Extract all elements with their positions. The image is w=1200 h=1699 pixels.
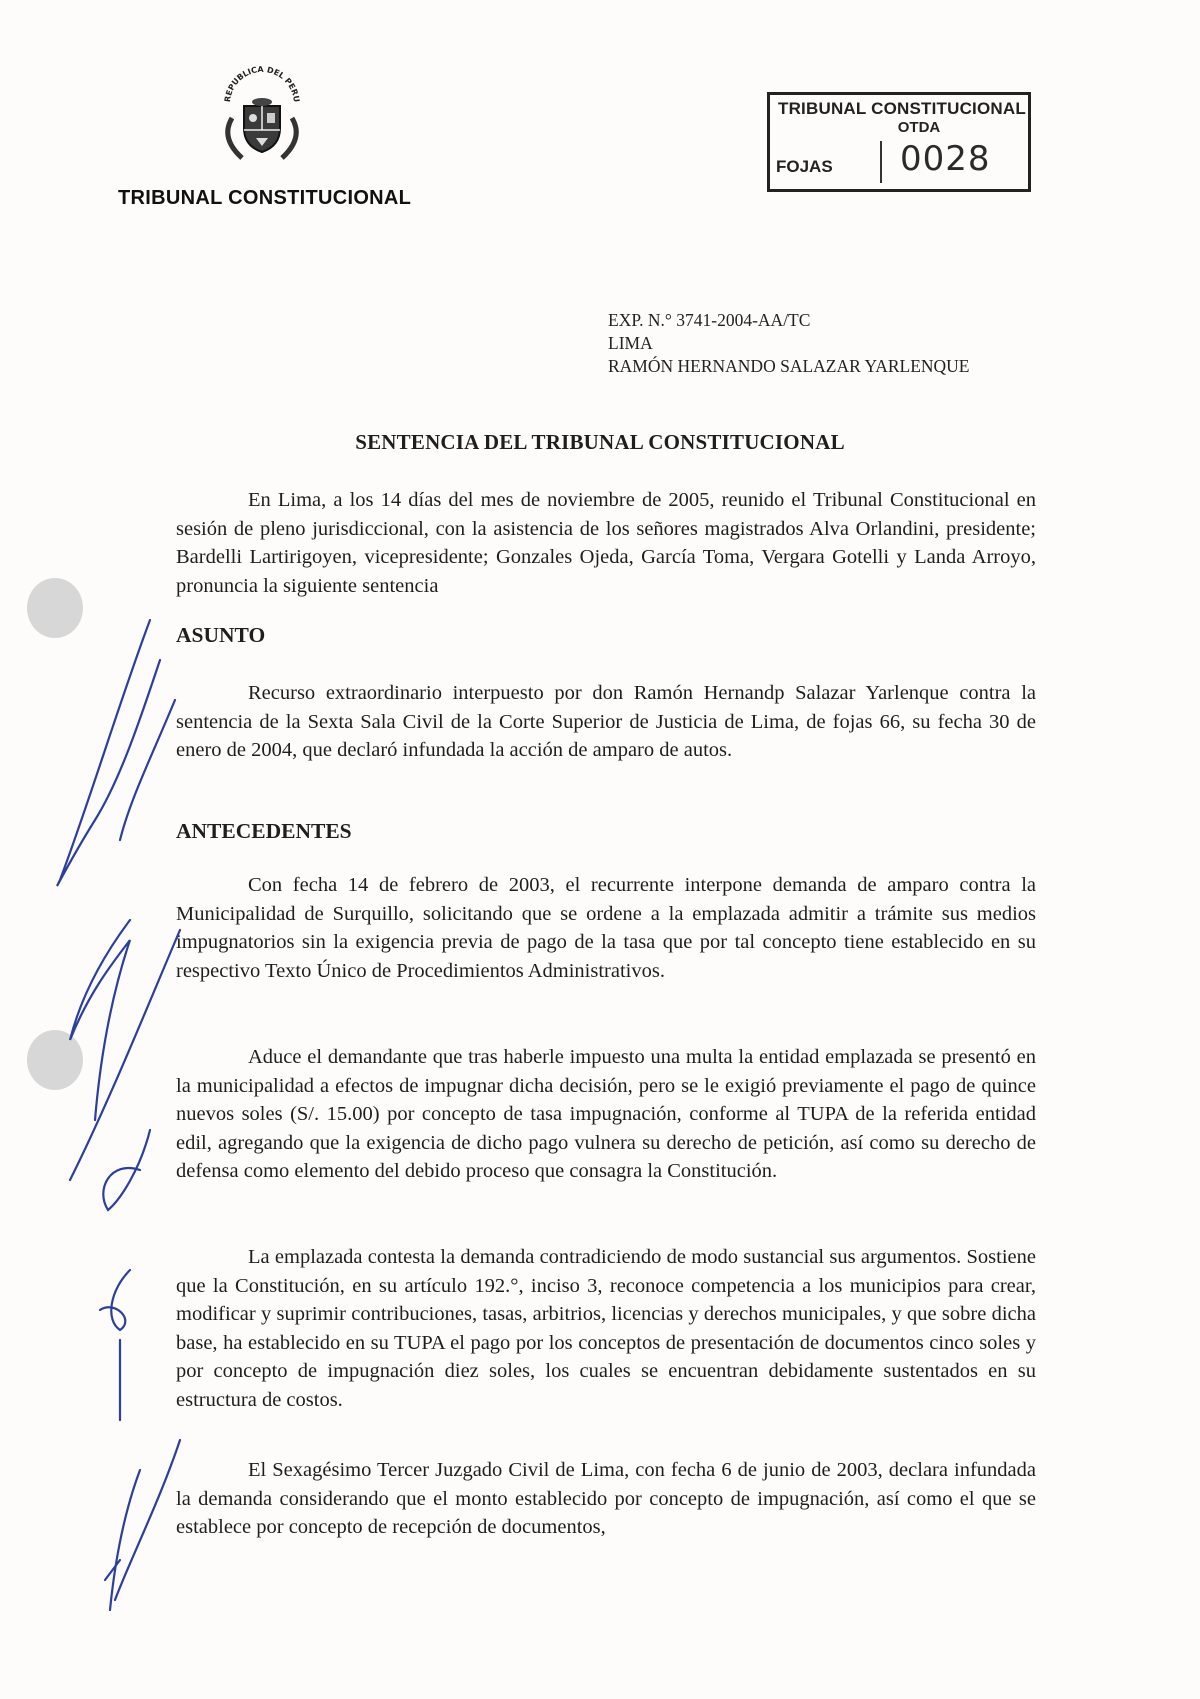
intro-paragraph: En Lima, a los 14 días del mes de noviembre de 2005, reunido el Tribunal Constitucional en sesión de pleno jurisdiccional, con la asistencia de los señores magistrados Alva Orlandini, presidente; Bardelli Lartirigoyen, vicepresidente; Gonzales Ojeda, García Toma, Vergara Gotelli y Landa Arroyo, pronuncia la siguiente sentencia — [176, 489, 1036, 597]
signature-stroke — [70, 920, 130, 1120]
crest-text: REPUBLICA DEL PERU — [222, 64, 302, 103]
case-expediente: EXP. N.° 3741-2004-AA/TC — [608, 310, 811, 330]
fojas-label: FOJAS — [776, 157, 833, 176]
fojas-number: 0028 — [900, 139, 991, 179]
antecedentes-heading: ANTECEDENTES — [176, 819, 352, 843]
signature-stroke — [103, 1130, 150, 1210]
signature-stroke — [70, 930, 180, 1180]
signature-stroke — [100, 1270, 130, 1330]
punch-hole — [27, 1030, 83, 1090]
antecedentes-paragraph: La emplazada contesta la demanda contradiciendo de modo sustancial sus argumentos. Sostiene que la Constitución, en su artículo 192.°, inciso 3, reconoce competencia a los municipios para crear, modificar y suprimir contribuciones, tasas, arbitrios, licencias y derechos municipales, y que sobre dicha base, ha establecido en su TUPA el pago por los conceptos de presentación de documentos cinco soles y por concepto de impugnación diez soles, los cuales se encuentran debidamente sustentados en su estructura de costos. — [176, 1246, 1036, 1411]
national-crest-icon — [212, 58, 312, 166]
fojas-stamp — [767, 92, 1031, 192]
signature-stroke — [115, 1440, 180, 1600]
antecedentes-paragraph: El Sexagésimo Tercer Juzgado Civil de Lima, con fecha 6 de junio de 2003, declara infundada la demanda considerando que el monto establecido por concepto de impugnación, así como el que se establece por concepto de recepción de documentos, — [176, 1459, 1036, 1538]
signature-stroke — [110, 1470, 140, 1610]
antecedentes-paragraph: Aduce el demandante que tras haberle impuesto una multa la entidad emplazada se presentó en la municipalidad a efectos de impugnar dicha decisión, pero se le exigió previamente el pago de quince nuevos soles (S/. 15.00) por concepto de tasa impugnación, conforme al TUPA de la referida entidad edil, agregando que la exigencia de dicho pago vulnera su derecho de petición, así como su derecho de defensa como elemento del debido proceso que consagra la Constitución. — [176, 1046, 1036, 1182]
punch-hole — [27, 578, 83, 638]
signature-stroke — [120, 700, 175, 840]
signature-stroke — [57, 620, 160, 885]
stamp-subtitle: OTDA — [897, 119, 941, 136]
antecedentes-paragraph: Con fecha 14 de febrero de 2003, el recurrente interpone demanda de amparo contra la Municipalidad de Surquillo, solicitando que se ordene a la emplazada admitir a trámite sus medios impugnatorios sin la exigencia previa de pago de la tasa que por tal concepto tiene establecido en su respectivo Texto Único de Procedimientos Administrativos. — [176, 874, 1036, 982]
document-title: SENTENCIA DEL TRIBUNAL CONSTITUCIONAL — [355, 430, 845, 454]
svg-text:REPUBLICA DEL PERU — [223, 65, 301, 103]
signature-stroke — [105, 1560, 120, 1580]
case-city: LIMA — [608, 333, 653, 353]
case-party: RAMÓN HERNANDO SALAZAR YARLENQUE — [608, 356, 970, 376]
asunto-heading: ASUNTO — [176, 623, 266, 647]
asunto-paragraph: Recurso extraordinario interpuesto por don Ramón Hernandp Salazar Yarlenque contra la sentencia de la Sexta Sala Civil de la Corte Superior de Justicia de Lima, de fojas 66, su fecha 30 de enero de 2004, que declaró infundada la acción de amparo de autos. — [176, 682, 1036, 761]
case-reference — [608, 309, 970, 378]
org-name: TRIBUNAL CONSTITUCIONAL — [118, 187, 412, 209]
stamp-title: TRIBUNAL CONSTITUCIONAL — [778, 99, 1026, 118]
